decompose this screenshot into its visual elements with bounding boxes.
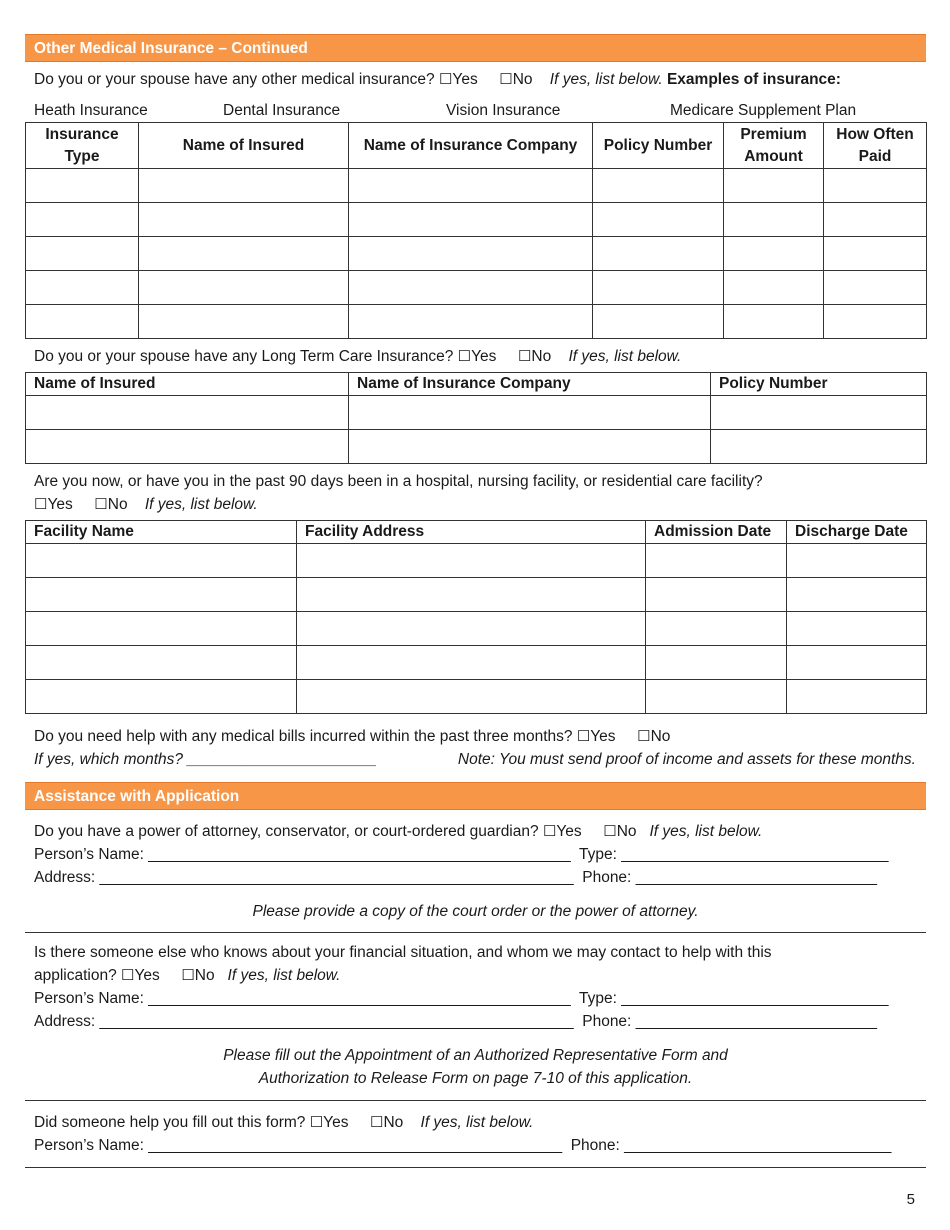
long-term-care-table: Name of Insured Name of Insurance Company Policy Number [25,372,927,464]
checkbox-yes[interactable]: ☐ [457,348,472,365]
phone-field[interactable]: ____________________________ [635,869,878,886]
address-field[interactable]: _______________________________________________________ [99,869,574,886]
checkbox-yes[interactable]: ☐ [542,823,557,840]
divider [25,1167,926,1168]
poa-person-line: Person’s Name: _________________________________________________ Type: _______________________________ [34,846,889,863]
person-name-field[interactable]: _________________________________________________ [148,846,571,863]
table-row [26,203,927,237]
question-power-of-attorney: Do you have a power of attorney, conservator, or court-ordered guardian? ☐Yes ☐No If yes, list below. [34,823,763,840]
other-insurance-table: Insurance Type Name of Insured Name of Insurance Company Policy Number Premium Amount How Often Paid [25,122,927,339]
question-help-filling: Did someone help you fill out this form? ☐Yes ☐No If yes, list below. [34,1114,534,1131]
phone-field[interactable]: _______________________________ [624,1137,892,1154]
note-authorized-rep-1: Please fill out the Appointment of an Authorized Representative Form and [223,1047,728,1064]
question-financial-contact: Is there someone else who knows about your financial situation, and whom we may contact to help with this [34,944,772,961]
note-court-order: Please provide a copy of the court order or the power of attorney. [252,903,699,920]
table-row [26,237,927,271]
table-row [26,578,927,612]
checkbox-yes[interactable]: ☐ [34,496,48,513]
medical-bills-months: If yes, which months? ______________________ Note: You must send proof of income and assets for these months. [34,751,916,768]
table-row [26,680,927,714]
contact-person-line: Person’s Name: _________________________________________________ Type: _______________________________ [34,990,889,1007]
checkbox-yes[interactable]: ☐ [121,967,135,984]
form-page [25,34,926,1168]
table-row [26,271,927,305]
checkbox-no[interactable]: ☐ [517,348,532,365]
question-financial-contact-options: application? ☐Yes ☐No If yes, list below. [34,967,341,984]
address-field[interactable]: _______________________________________________________ [99,1013,574,1030]
question-medical-bills: Do you need help with any medical bills incurred within the past three months? ☐Yes ☐No [34,728,671,745]
table-row [26,169,927,203]
checkbox-yes[interactable]: ☐ [438,71,453,88]
table-row [26,430,927,464]
table-row [26,612,927,646]
checkbox-no[interactable]: ☐ [603,823,617,840]
person-name-field[interactable]: ________________________________________________ [148,1137,563,1154]
checkbox-no[interactable]: ☐ [94,496,108,513]
question-facility: Are you now, or have you in the past 90 days been in a hospital, nursing facility, or residential care facility? [34,473,763,490]
facility-table: Facility Name Facility Address Admission Date Discharge Date [25,520,927,714]
type-field[interactable]: _______________________________ [621,846,889,863]
checkbox-yes[interactable]: ☐ [576,728,591,745]
page-number: 5 [906,1191,915,1208]
checkbox-no[interactable]: ☐ [370,1114,384,1131]
months-field[interactable]: If yes, which months? ______________________ [34,751,377,768]
table-row [26,646,927,680]
phone-field[interactable]: ____________________________ [635,1013,878,1030]
table-row [26,544,927,578]
question-facility-options: ☐Yes ☐No If yes, list below. [34,496,258,513]
checkbox-no[interactable]: ☐ [181,967,195,984]
note-authorized-rep-2: Authorization to Release Form on page 7-10 of this application. [258,1070,693,1087]
checkbox-yes[interactable]: ☐ [309,1114,324,1131]
poa-address-line: Address: _______________________________________________________ Phone: ____________________________ [34,869,878,886]
checkbox-no[interactable]: ☐ [499,71,513,88]
question-long-term-care: Do you or your spouse have any Long Term Care Insurance? ☐Yes ☐No If yes, list below. [34,348,682,365]
section-header-other-insurance: Other Medical Insurance – Continued [25,34,926,62]
contact-address-line: Address: _______________________________________________________ Phone: ____________________________ [34,1013,878,1030]
helper-person-line: Person’s Name: ________________________________________________ Phone: _______________________________ [34,1137,892,1154]
checkbox-no[interactable]: ☐ [637,728,651,745]
question-other-insurance: Do you or your spouse have any other medical insurance? ☐Yes ☐No If yes, list below. Examples of insurance: [34,71,841,88]
table-row [26,396,927,430]
type-field[interactable]: _______________________________ [621,990,889,1007]
section-header-assistance: Assistance with Application [25,782,926,810]
divider [25,1100,926,1101]
table-row [26,305,927,339]
divider [25,932,926,933]
person-name-field[interactable]: _________________________________________________ [148,990,571,1007]
insurance-examples: Heath Insurance Dental Insurance Vision Insurance Medicare Supplement Plan [34,102,857,119]
